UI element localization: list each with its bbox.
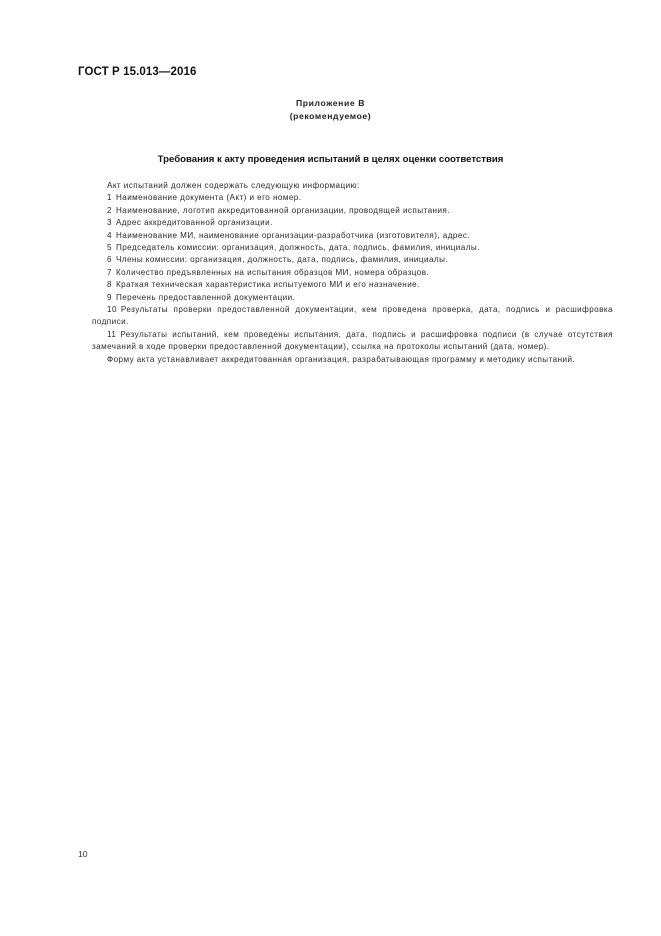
body-text bbox=[92, 180, 613, 366]
list-item bbox=[92, 267, 613, 279]
item-text: Члены комиссии: организация, должность, дата, подпись, фамилия, инициалы. bbox=[115, 255, 449, 265]
list-item bbox=[92, 192, 613, 204]
list-item bbox=[92, 254, 613, 266]
standard-designation: ГОСТ Р 15.013—2016 bbox=[78, 66, 197, 78]
appendix-label: Приложение В bbox=[296, 98, 365, 108]
item-number: 6 bbox=[107, 255, 112, 265]
item-number: 10 bbox=[107, 305, 117, 315]
item-text: Наименование МИ, наименование организации-разработчика (изготовителя), адрес. bbox=[115, 230, 470, 240]
item-text: Количество предъявленных на испытания образцов МИ, номера образцов. bbox=[115, 267, 430, 277]
list-item bbox=[92, 205, 613, 217]
closing-paragraph: Форму акта устанавливает аккредитованная организация, разрабатывающая программу и методику испытаний. bbox=[107, 354, 576, 364]
item-number: 7 bbox=[107, 267, 112, 277]
item-text: Председатель комиссии: организация, должность, дата, подпись, фамилия, инициалы. bbox=[115, 243, 480, 253]
item-number: 4 bbox=[107, 230, 112, 240]
list-item bbox=[92, 279, 613, 291]
intro-paragraph: Акт испытаний должен содержать следующую информацию: bbox=[107, 181, 360, 190]
item-number: 1 bbox=[107, 193, 112, 203]
item-text: Краткая техническая характеристика испытуемого МИ и его назначение. bbox=[115, 280, 420, 290]
list-item bbox=[92, 217, 613, 229]
item-number: 3 bbox=[107, 218, 112, 228]
appendix-heading bbox=[0, 97, 661, 123]
list-item bbox=[92, 230, 613, 242]
item-text: Результаты проверки предоставленной документации, кем проведена проверка, дата, подпись и расшифровка подписи. bbox=[92, 305, 613, 327]
item-text: Адрес аккредитованной организации. bbox=[115, 218, 273, 228]
item-number: 8 bbox=[107, 280, 112, 290]
list-item bbox=[77, 304, 613, 329]
item-number: 9 bbox=[107, 292, 112, 302]
list-item bbox=[92, 242, 613, 254]
section-title: Требования к акту проведения испытаний в целях оценки соответствия bbox=[157, 154, 504, 165]
item-text: Результаты испытаний, кем проведены испытания, дата, подпись и расшифровка подписи (в случае отсутствия замечаний в ходе проверки предоставленной документации), ссылка на протоколы испытаний (дата, номер). bbox=[92, 329, 613, 352]
item-number: 5 bbox=[107, 243, 112, 253]
list-item bbox=[77, 329, 613, 354]
item-number: 11 bbox=[107, 329, 117, 339]
appendix-status: (рекомендуемое) bbox=[289, 111, 372, 121]
item-number: 2 bbox=[107, 205, 112, 215]
item-text: Перечень предоставленной документации. bbox=[115, 292, 296, 302]
item-text: Наименование документа (Акт) и его номер. bbox=[115, 193, 302, 203]
item-text: Наименование, логотип аккредитованной организации, проводящей испытания. bbox=[115, 205, 450, 215]
list-item bbox=[92, 292, 613, 304]
page-number: 10 bbox=[78, 849, 88, 859]
